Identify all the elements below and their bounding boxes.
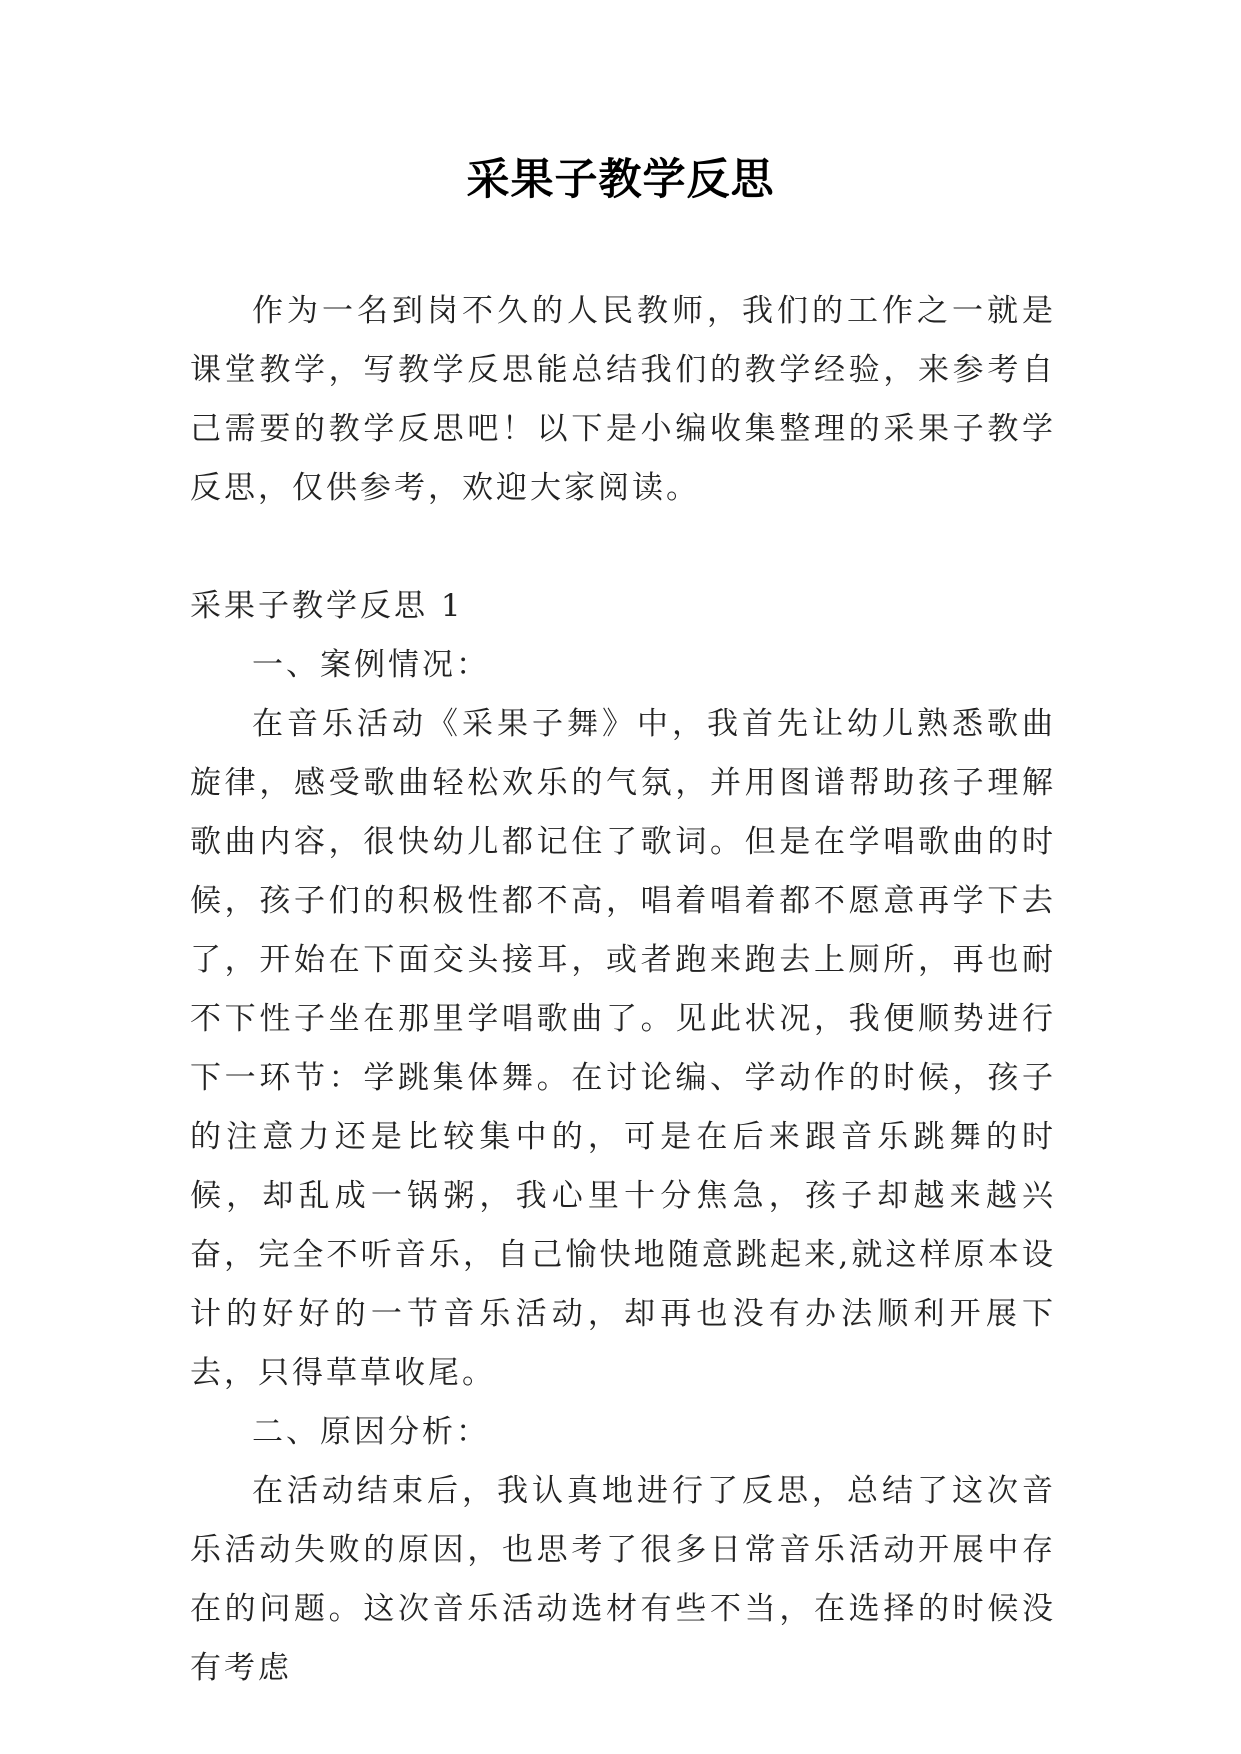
analysis-heading: 二、原因分析： [252,1414,490,1450]
document-body [190,282,1056,1698]
analysis-paragraph: 在活动结束后，我认真地进行了反思，总结了这次音乐活动失败的原因，也思考了很多日常音乐活动开展中存在的问题。这次音乐活动选材有些不当，在选择的时候没有考虑 [190,1473,1056,1686]
document-title: 采果子教学反思 [466,155,775,205]
case-paragraph: 在音乐活动《采果子舞》中，我首先让幼儿熟悉歌曲旋律，感受歌曲轻松欢乐的气氛，并用图谱帮助孩子理解歌曲内容，很快幼儿都记住了歌词。但是在学唱歌曲的时候，孩子们的积极性都不高，唱着唱着都不愿意再学下去了，开始在下面交头接耳，或者跑来跑去上厕所，再也耐不下性子坐在那里学唱歌曲了。见此状况，我便顺势进行下一环节：学跳集体舞。在讨论编、学动作的时候，孩子的注意力还是比较集中的，可是在后来跟音乐跳舞的时候，却乱成一锅粥，我心里十分焦急，孩子却越来越兴奋，完全不听音乐，自己愉快地随意跳起来,就这样原本设计的好好的一节音乐活动，却再也没有办法顺利开展下去，只得草草收尾。 [190,706,1056,1391]
paragraph-gap [190,518,1056,577]
section-title: 采果子教学反思 1 [190,588,464,624]
case-heading: 一、案例情况： [252,647,490,683]
intro-paragraph: 作为一名到岗不久的人民教师，我们的工作之一就是课堂教学，写教学反思能总结我们的教学经验，来参考自己需要的教学反思吧！以下是小编收集整理的采果子教学反思，仅供参考，欢迎大家阅读。 [190,293,1056,506]
